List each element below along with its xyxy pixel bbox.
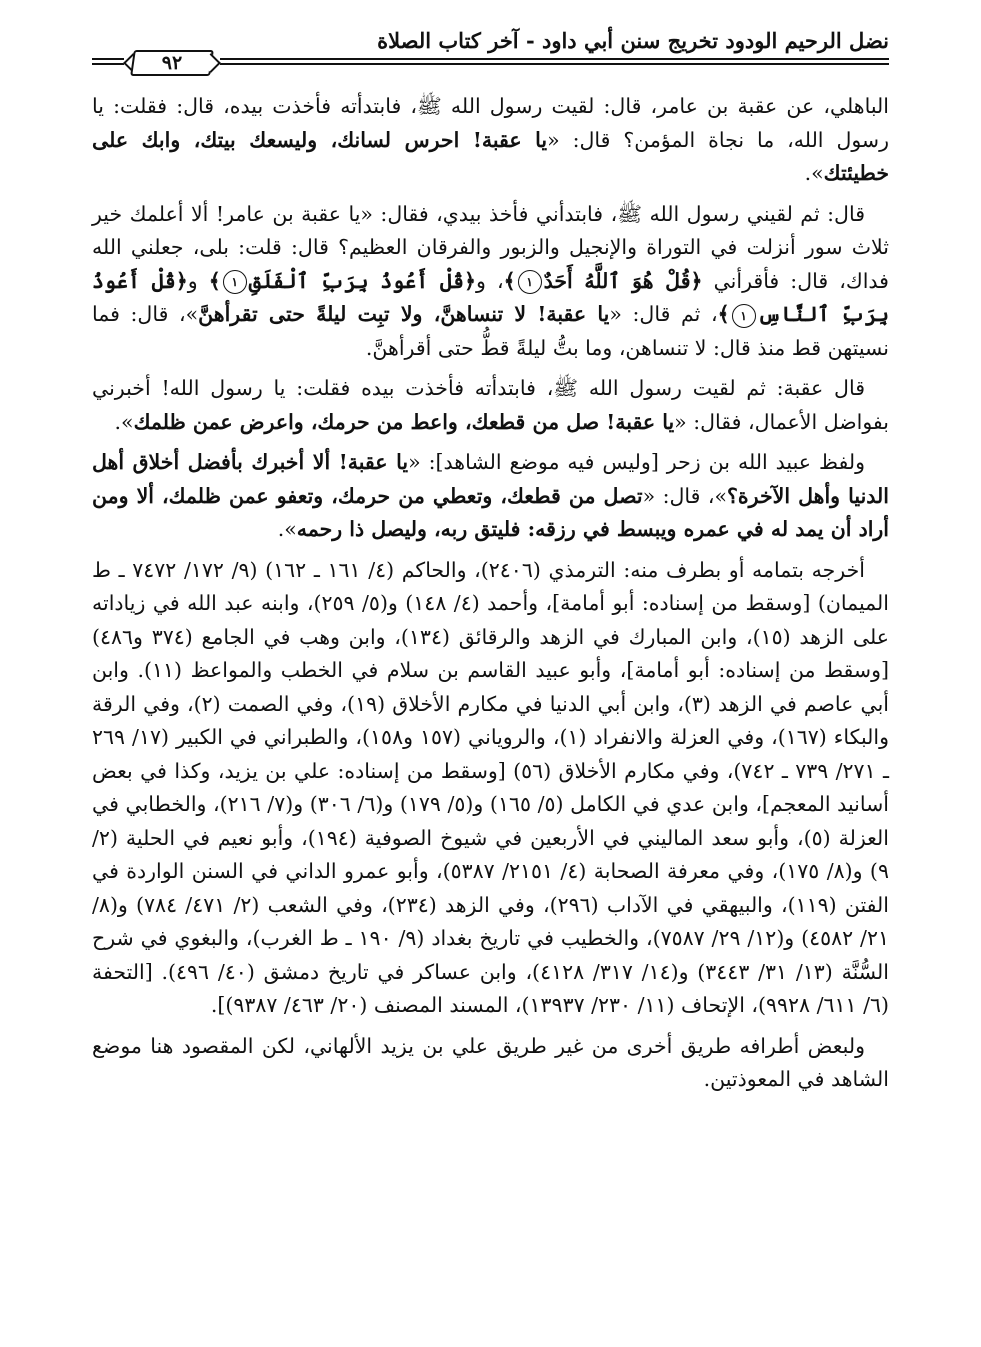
quran-bracket-close: ﴾ [208,268,221,293]
ayah-number-marker: ١ [732,304,756,328]
p4-text-3: ». [277,517,297,541]
p2-text-5: »، قال: فما نسيتهن قط منذ قال: لا تنساهن، وما بتُّ ليلةً قطُّ حتى أقرأهنَّ. [92,302,889,360]
p3-hadith-bold: يا عقبة! صل من قطعك، واعط من حرمك، واعرض عمن ظلمك [133,409,675,434]
running-header [92,22,889,78]
body-text [92,90,889,1097]
ayah-number-marker: ١ [518,270,542,294]
p1-text-2: ». [804,161,824,185]
closing-paragraph: ولبعض أطرافه طريق أخرى من غير طريق علي بن يزيد الألهاني، لكن المقصود هنا موضع الشاهد في المعوذتين. [92,1033,889,1091]
p1-hadith-bold: يا عقبة! احرس لسانك، وليسعك بيتك، وابك على خطيئتك [92,127,889,185]
p3-text-2: ». [114,409,134,434]
quran-verse-falaq-text: ﴿قُلْ أَعُوذُ بِرَبِّ ٱلْفَلَقِ [248,268,476,293]
ayah-number-marker: ١ [223,270,247,294]
header-title: نضل الرحيم الودود تخريج سنن أبي داود - آخر كتاب الصلاة [377,28,889,53]
quran-verse-ikhlas-text: ﴿قُلْ هُوَ ٱللَّهُ أَحَدٌ [543,268,703,293]
p2-text-4: ، ثم قال: « [609,302,718,326]
p2-text-1: قال: ثم لقيني رسول الله ﷺ، فابتدأني فأخذ بيدي، فقال: «يا عقبة بن عامر! ألا أعلمك خير ثلاث سور أنزلت في التوراة والإنجيل والزبور والفرقان العظيم؟ قال: قلت: بلى، جعلني الله فداك، قال: فأقرأني [92,201,889,293]
p4-hadith-bold-1: يا عقبة! ألا أخبرك بأفضل أخلاق أهل الدنيا وأهل الآخرة؟ [92,450,889,508]
page-number: ٩٢ [161,52,183,74]
page-number-badge [124,49,220,77]
paragraph-4 [92,446,889,547]
p1-text-1: الباهلي، عن عقبة بن عامر، قال: لقيت رسول الله ﷺ، فابتدأته فأخذت بيده، قال: فقلت: يا رسول الله، ما نجاة المؤمن؟ قال: « [92,94,889,152]
paragraph-3 [92,372,889,439]
quran-verse-falaq [209,269,476,293]
takhrij-paragraph: أخرجه بتمامه أو بطرف منه: الترمذي (٢٤٠٦)، والحاكم (٤/ ١٦١ ـ ١٦٢) (٩/ ١٧٢/ ٧٤٧٢ ـ ط الميمان) [وسقط من إسناده: أبو أمامة]، وأحمد (٤/ ١٤٨) و(٥/ ٢٥٩)، وابنه عبد الله في زياداته على الزهد (١٥)، وابن المبارك في الزهد والرقائق (١٣٤)، وابن وهب في الجامع (٣٧٤ و٤٨٦) [وسقط من إسناده: أبو أمامة]، وأبو عبيد القاسم بن سلام في الخطب والمواعظ (١١). وابن أبي عاصم في الزهد (٣)، وابن أبي الدنيا في مكارم الأخلاق (١٩)، وفي الصمت (٢)، وفي الرقة والبكاء (١٦٧)، وفي العزلة والانفراد (١)، والروياني (١٥٧ و١٥٨)، والطبراني في الكبير (١٧/ ٢٦٩ ـ ٢٧١/ ٧٣٩ ـ ٧٤٢)، وفي مكارم الأخلاق (٥٦) [وسقط من إسناده: علي بن يزيد، وكذا في بعض أسانيد المعجم]، وابن عدي في الكامل (٥/ ١٦٥) و(٥/ ١٧٩) و(٦/ ٣٠٦) و(٧/ ٢١٦)، والخطابي في العزلة (٥)، وأبو سعد الماليني في الأربعين في شيوخ الصوفية (١٩٤)، وأبو نعيم في الحلية (٢/ ٩) و(٨/ ١٧٥)، وفي معرفة الصحابة (٤/ ٢١٥١/ ٥٣٨٧)، وأبو عمرو الداني في السنن الواردة في الفتن (١١٩)، والبيهقي في الآداب (٢٩٦)، وفي الزهد (٢٣٤)، وفي الشعب (٢/ ٤٧١/ ٧٨٤) و(٨/ ٢١/ ٤٥٨٢) و(١٢/ ٢٩/ ٧٥٨٧)، والخطيب في تاريخ بغداد (٩/ ١٩٠ ـ ط الغرب)، والبغوي في شرح السُّنَّة (١٣/ ٣١/ ٣٤٤٣) و(١٤/ ٣١٧/ ٤١٢٨)، وابن عساكر في تاريخ دمشق (٤٠/ ٤٩٦). [التحفة (٦/ ٦١١/ ٩٩٢٨)، الإتحاف (١١/ ٢٣٠/ ١٣٩٣٧)، المسند المصنف (٢٠/ ٤٦٣/ ٩٣٨٧)]. [92,557,889,1017]
p4-hadith-bold-2: تصل من قطعك، وتعطي من حرمك، وتعفو عمن ظلمك، ألا ومن أراد أن يمد له في عمره ويبسط في رزقه: فليتق ربه، وليصل ذا رحمه [92,483,889,541]
p3-text-1: قال عقبة: ثم لقيت رسول الله ﷺ، فابتدأته فأخذت بيده فقلت: يا رسول الله! أخبرني بفواضل الأعمال، فقال: « [92,376,889,434]
quran-verse-ikhlas [504,269,703,293]
p4-text-2: »، قال: « [642,483,728,508]
p2-text-3: و [187,268,209,293]
paragraph-1 [92,90,889,191]
page [92,22,889,1327]
p2-text-2: ، و [475,268,504,293]
quran-verse-nas-text: ﴿قُلْ أَعُوذُ بِرَبِّ ٱلنَّاسِ [92,268,889,326]
quran-bracket-close: ﴾ [717,302,730,326]
p4-text-1: ولفظ عبيد الله بن زحر [وليس فيه موضع الشاهد]: « [408,450,865,474]
paragraph-2 [92,198,889,366]
p2-hadith-bold: يا عقبة! لا تنساهنَّ، ولا تبِت ليلةً حتى تقرأهنَّ [198,302,610,326]
quran-bracket-close: ﴾ [503,268,516,293]
